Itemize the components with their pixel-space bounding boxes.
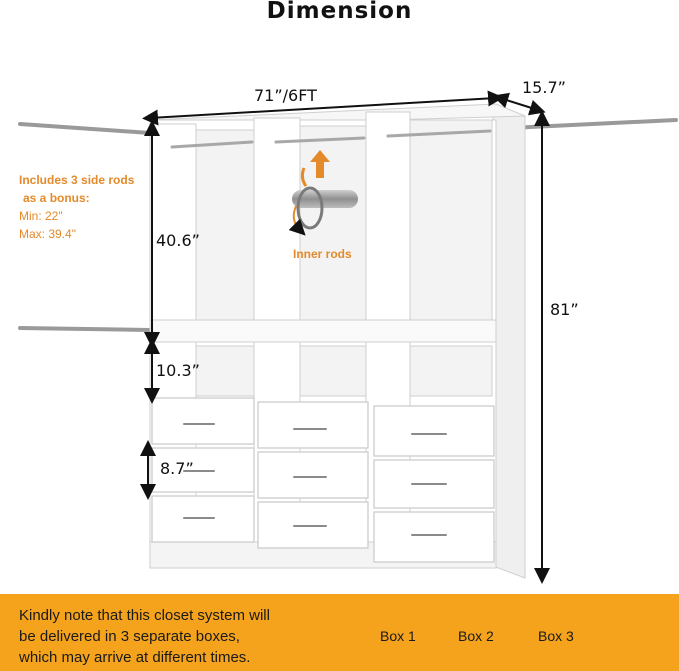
side-rods-bonus-note <box>19 171 134 243</box>
page-title: Dimension <box>266 0 413 24</box>
depth-dimension-label: 15.7” <box>522 78 566 97</box>
box-2-label: Box 2 <box>458 628 494 644</box>
width-dimension-label: 71”/6FT <box>254 86 317 105</box>
drawer-height-label: 8.7” <box>160 459 194 478</box>
drawers <box>152 398 494 562</box>
total-height-label: 81” <box>550 300 579 319</box>
box-3-label: Box 3 <box>538 628 574 644</box>
drawer <box>374 406 494 456</box>
bonus-line-1: Includes 3 side rods <box>19 173 135 187</box>
drawer <box>152 398 254 444</box>
delivery-notice-text <box>19 605 349 668</box>
bonus-line-2: as a bonus: <box>23 191 90 205</box>
hanging-height-label: 40.6” <box>156 231 200 250</box>
notice-line-1: Kindly note that this closet system will <box>19 607 270 624</box>
notice-line-2: be delivered in 3 separate boxes, <box>19 628 240 645</box>
notice-line-3: which may arrive at different times. <box>19 649 251 666</box>
drawer <box>258 402 368 448</box>
open-shelf-height-label: 10.3” <box>156 361 200 380</box>
drawer <box>374 512 494 562</box>
bonus-min: Min: 22" <box>19 209 63 223</box>
drawer <box>258 452 368 498</box>
bonus-max: Max: 39.4" <box>19 227 76 241</box>
inner-rods-label: Inner rods <box>293 247 352 261</box>
box-1-label: Box 1 <box>380 628 416 644</box>
